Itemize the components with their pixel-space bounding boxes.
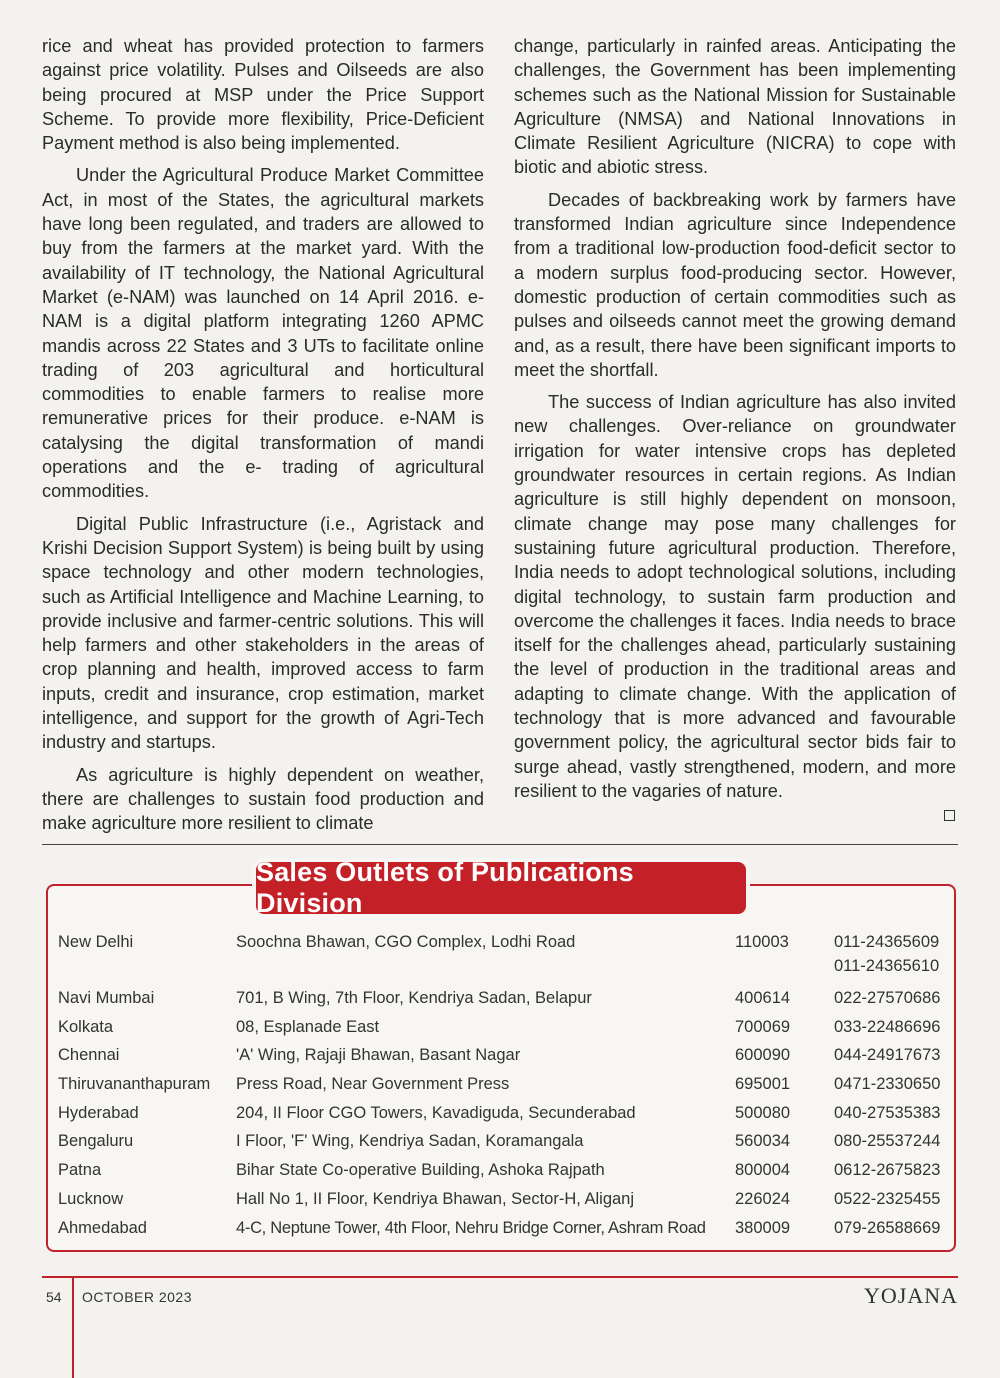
table-row	[58, 1101, 948, 1130]
outlet-phone: 0612-2675823	[834, 1161, 941, 1180]
table-row	[58, 1129, 948, 1158]
outlet-address: Hall No 1, II Floor, Kendriya Bhawan, Sector-H, Aliganj	[236, 1189, 635, 1208]
article-paragraph: Under the Agricultural Produce Market Committee Act, in most of the States, the agricultural markets have long been regulated, and traders are allowed to buy from the farmers at the market yard. With the availability of IT technology, the National Agricultural Market (e-NAM) was launched on 14 April 2016. e-NAM is a digital platform integrating 1260 APMC mandis across 22 States and 3 UTs to facilitate online trading of 203 agricultural and horticultural commodities to enable farmers to realise more remunerative prices for their produce. e-NAM is catalysing the digital transformation of mandi operations and the e- trading of agricultural commodities.	[42, 165, 484, 502]
outlet-city: Bengaluru	[58, 1132, 134, 1151]
outlet-phone: 033-22486696	[834, 1017, 941, 1036]
outlet-phone: 0471-2330650	[834, 1075, 941, 1094]
outlet-phone: 022-27570686	[834, 989, 941, 1007]
outlet-phone: 044-24917673	[834, 1046, 941, 1065]
outlet-city: New Delhi	[58, 933, 134, 951]
outlet-pin: 800004	[735, 1161, 791, 1180]
outlet-pin: 380009	[735, 1218, 791, 1237]
table-row	[58, 930, 948, 986]
footer-rule	[42, 1276, 958, 1278]
table-row	[58, 1216, 948, 1245]
outlet-city: Chennai	[58, 1046, 120, 1065]
article-paragraph: Digital Public Infrastructure (i.e., Agristack and Krishi Decision Support System) is being built by using space technology and other modern technologies, such as Artificial Intelligence and Machine Learning, to provide inclusive and farmer-centric solutions. This will help farmers and other stakeholders in the areas of crop planning and health, improved access to farm inputs, credit and insurance, crop estimation, market intelligence, and support for the growth of Agri-Tech industry and startups.	[42, 513, 484, 753]
outlet-pin: 700069	[735, 1017, 791, 1036]
outlet-pin: 695001	[735, 1075, 791, 1094]
table-row	[58, 1043, 948, 1072]
outlet-address: 08, Esplanade East	[236, 1017, 380, 1036]
outlet-phone	[834, 930, 948, 986]
table-row	[58, 1015, 948, 1044]
outlet-address: I Floor, 'F' Wing, Kendriya Sadan, Koramangala	[236, 1132, 584, 1151]
outlet-city: Kolkata	[58, 1017, 114, 1036]
outlet-address: 4-C, Neptune Tower, 4th Floor, Nehru Bridge Corner, Ashram Road	[236, 1218, 706, 1237]
outlet-city: Navi Mumbai	[58, 989, 155, 1007]
article-paragraph: change, particularly in rainfed areas. Anticipating the challenges, the Government has been implementing schemes such as the National Mission for Sustainable Agriculture (NMSA) and National Innovations in Climate Resilient Agriculture (NICRA) to cope with biotic and abiotic stress.	[514, 36, 956, 178]
article-right-column	[514, 34, 956, 803]
outlet-address: 'A' Wing, Rajaji Bhawan, Basant Nagar	[236, 1046, 521, 1065]
section-divider	[42, 844, 958, 845]
outlet-pin: 500080	[735, 1103, 791, 1122]
outlet-pin: 600090	[735, 1046, 791, 1065]
outlet-phone: 040-27535383	[834, 1103, 941, 1122]
end-of-article-icon	[944, 810, 955, 821]
phone-number: 011-24365609	[834, 933, 940, 951]
outlet-address: 701, B Wing, 7th Floor, Kendriya Sadan, Belapur	[236, 989, 592, 1007]
outlet-address: Press Road, Near Government Press	[236, 1075, 510, 1094]
article-paragraph: rice and wheat has provided protection to farmers against price volatility. Pulses and Oilseeds are also being procured at MSP under the Price Support Scheme. To provide more flexibility, Price-Deficient Payment method is also being implemented.	[42, 36, 484, 154]
outlet-city: Thiruvananthapuram	[58, 1075, 211, 1094]
magazine-name: YOJANA	[864, 1283, 958, 1308]
outlet-pin: 226024	[735, 1189, 791, 1208]
outlet-city: Ahmedabad	[58, 1218, 147, 1237]
outlet-city: Lucknow	[58, 1189, 124, 1208]
outlet-phone: 079-26588669	[834, 1218, 941, 1237]
table-row	[58, 1158, 948, 1187]
issue-date: OCTOBER 2023	[82, 1289, 193, 1305]
outlet-phone: 080-25537244	[834, 1132, 941, 1151]
article-left-column	[42, 34, 484, 844]
outlet-pin: 560034	[735, 1132, 791, 1151]
sales-outlets-table	[58, 930, 948, 1244]
table-row	[58, 986, 948, 1015]
article-paragraph: Decades of backbreaking work by farmers have transformed Indian agriculture since Independence from a traditional low-production food-deficit sector to a modern surplus food-producing sector. However, domestic production of certain commodities such as pulses and oilseeds cannot meet the growing demand and, as a result, there have been significant imports to meet the shortfall.	[514, 189, 956, 380]
outlet-address: 204, II Floor CGO Towers, Kavadiguda, Secunderabad	[236, 1103, 636, 1122]
phone-number: 011-24365610	[834, 957, 940, 975]
outlet-pin: 110003	[735, 933, 789, 951]
article-paragraph: The success of Indian agriculture has also invited new challenges. Over-reliance on groundwater irrigation for water intensive crops has depleted groundwater resources in certain regions. As Indian agriculture is still highly dependent on monsoon, climate change may pose many challenges for sustaining future agricultural production. Therefore, India needs to adopt technological solutions, including digital technology, to sustain farm production and overcome the challenges it faces. India needs to brace itself for the challenges ahead, particularly sustaining the level of production in the traditional areas and adapting to climate change. With the application of technology that is more advanced and favourable government policy, the agricultural sector bids fair to surge ahead, vastly strengthened, modern, and more resilient to the vagaries of nature.	[514, 392, 956, 801]
outlet-pin: 400614	[735, 989, 791, 1007]
outlet-address: Bihar State Co-operative Building, Ashoka Rajpath	[236, 1161, 605, 1180]
table-row	[58, 1072, 948, 1101]
outlet-city: Patna	[58, 1161, 102, 1180]
outlet-phone: 0522-2325455	[834, 1189, 941, 1208]
table-row	[58, 1187, 948, 1216]
outlet-city: Hyderabad	[58, 1103, 139, 1122]
page-number: 54	[46, 1289, 62, 1305]
footer-vertical-rule	[72, 1276, 74, 1378]
outlet-address: Soochna Bhawan, CGO Complex, Lodhi Road	[236, 933, 576, 951]
sales-outlets-title: Sales Outlets of Publications Division	[256, 862, 746, 914]
article-paragraph: As agriculture is highly dependent on weather, there are challenges to sustain food production and make agriculture more resilient to climate	[42, 764, 484, 834]
